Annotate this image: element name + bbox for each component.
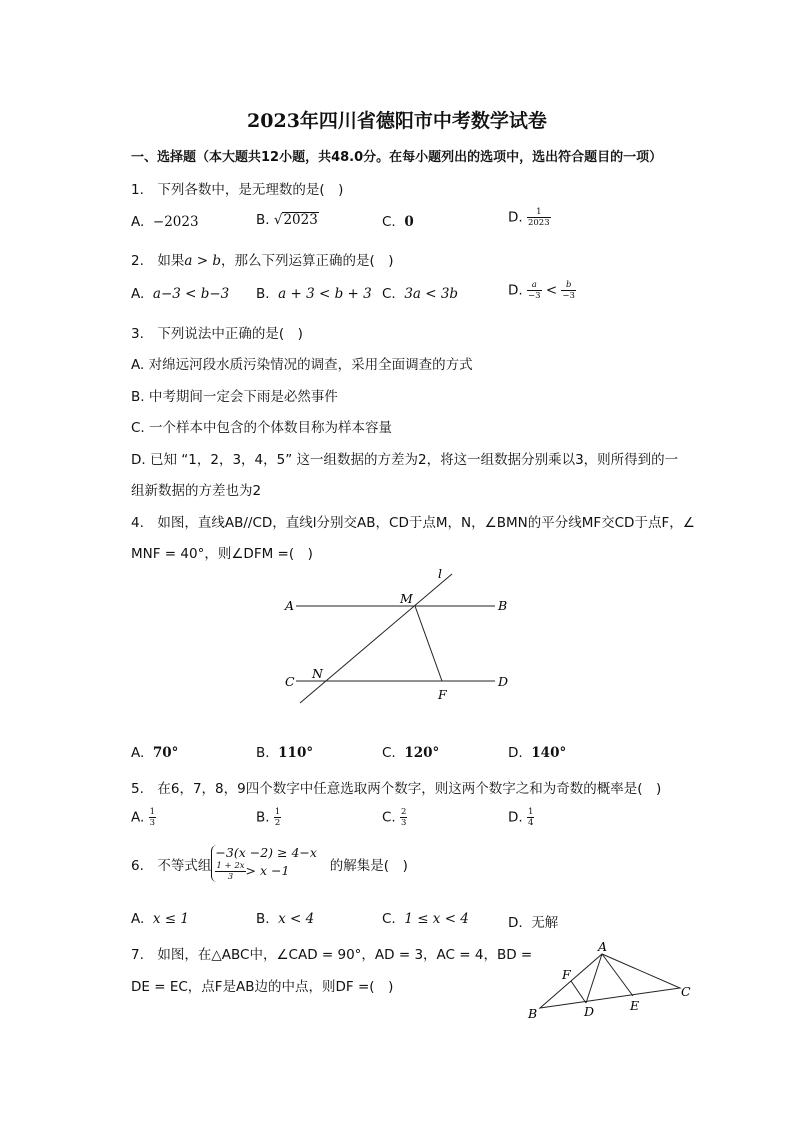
label-f: F [562,967,571,982]
label-b: B [498,598,508,613]
label-c: C [285,674,295,689]
q4-option-a[interactable] [131,745,178,761]
q1-option-c[interactable] [382,214,414,230]
option-label: B. [256,212,270,228]
q4-option-c[interactable] [382,745,439,761]
question-7-stem-continued: DE = EC，点F是AB边的中点，则DF =( ) [131,979,394,995]
option-value: 0 [404,214,414,230]
option-value: 无解 [531,915,559,931]
option-label: A. [131,745,145,761]
q1-option-a[interactable] [131,214,199,230]
fraction: $\frac{1}{3}$ [149,807,156,828]
label-d: D [498,674,509,689]
q6-option-b[interactable] [256,911,314,927]
question-2-stem: 2. 如果a > b，那么下列运算正确的是( ) [131,253,394,269]
exam-title: 2023年四川省德阳市中考数学试卷 [247,110,547,132]
q6-option-d[interactable] [508,911,558,931]
option-label: D. [508,809,523,826]
label-e: E [630,998,640,1013]
q2-option-d[interactable]: D. $\frac{a}{-3}$ < $\frac{b}{-3}$ [508,280,575,301]
q1-option-b[interactable]: B. √2023 [256,212,318,228]
question-3-stem: 3. 下列说法中正确的是( ) [131,326,303,342]
label-d: D [584,1004,595,1019]
label-c: C [681,984,691,999]
q4-figure [280,560,520,710]
q5-option-c[interactable] [382,807,407,828]
q1-option-d[interactable] [508,207,551,228]
label-n: N [312,666,323,681]
q5-option-d[interactable] [508,807,534,828]
q3-option-d[interactable]: D. 已知 “1，2，3，4，5” 这一组数据的方差为2，将这一组数据分别乘以3，则所得到的一 [131,452,679,468]
fraction: $\frac{1}{2}$ [274,807,281,828]
q7-figure [525,940,700,1025]
option-value: 110° [278,745,314,761]
option-label: B. [256,286,270,302]
option-label: C. [382,809,396,826]
question-4-stem-continued: MNF = 40°，则∠DFM =( ) [131,546,313,562]
q3-option-c[interactable]: C. 一个样本中包含的个体数目称为样本容量 [131,420,393,436]
option-label: B. [256,809,270,826]
option-label: B. [256,745,270,761]
option-value: 70° [152,745,179,761]
question-5-stem: 5. 在6，7，8，9四个数字中任意选取两个数字，则这两个数字之和为奇数的概率是( ) [131,781,662,797]
option-label: D. [508,745,523,761]
q3-option-b[interactable]: B. 中考期间一定会下雨是必然事件 [131,389,338,405]
option-value: x < 4 [278,911,315,927]
question-4-stem: 4. 如图，直线AB//CD，直线l分别交AB，CD于点M，N，∠BMN的平分线MF交CD于点F，∠ [131,515,695,531]
triangle-abc [540,954,680,1008]
option-value: 1 ≤ x < 4 [404,911,469,927]
option-label: D. [508,915,523,931]
option-label: D. [508,209,523,226]
sqrt-value: 2023 [283,212,318,228]
label-a: A [598,940,608,954]
question-1-stem: 1. 下列各数中，是无理数的是( ) [131,182,344,198]
fraction: $\frac{1}{4}$ [527,807,534,828]
segment-mf [415,606,442,681]
option-label: A. [131,809,145,826]
segment-df [571,981,586,1003]
option-label: A. [131,911,145,927]
q5-option-a[interactable] [131,807,156,828]
q6-option-c[interactable] [382,911,469,927]
option-label: C. [382,214,396,230]
label-l: l [438,566,442,581]
label-f: F [438,687,447,702]
option-label: D. [508,282,523,299]
option-value: x ≤ 1 [152,911,189,927]
option-value: 3a < 3b [404,286,459,302]
option-label: A. [131,286,145,302]
q2-option-c[interactable] [382,286,458,302]
label-m: M [400,591,413,606]
option-label: C. [382,745,396,761]
option-value: 140° [531,745,567,761]
q6-option-a[interactable] [131,911,189,927]
q4-option-b[interactable] [256,745,313,761]
option-value: a−3 < b−3 [152,286,230,302]
question-7-stem: 7. 如图，在△ABC中，∠CAD = 90°，AD = 3，AC = 4，BD = [131,947,533,963]
question-6-stem: 6. 不等式组 −3(x −2) ≥ 4−x $\frac{1 + 2x}{3}$ > x −1 的解集是( ) [131,845,408,882]
inequality-system: −3(x −2) ≥ 4−x $\frac{1 + 2x}{3}$ > x −1 [211,845,317,882]
q4-option-d[interactable] [508,745,566,761]
q3-option-a[interactable]: A. 对绵远河段水质污染情况的调查，采用全面调查的方式 [131,357,473,373]
fraction: $\frac{1}{2023}$ [527,207,550,228]
fraction: $\frac{a}{-3}$ [527,280,541,301]
q3-option-d-continued: 组新数据的方差也为2 [131,483,262,499]
fraction: $\frac{2}{3}$ [401,807,407,828]
option-label: C. [382,911,396,927]
q2-option-a[interactable] [131,286,229,302]
option-value: 120° [404,745,440,761]
option-value: a + 3 < b + 3 [278,286,372,302]
option-label: B. [256,911,270,927]
line-l [300,574,452,703]
section-heading: 一、选择题（本大题共12小题，共48.0分。在每小题列出的选项中，选出符合题目的一项） [131,150,663,165]
option-value: −2023 [152,214,199,230]
option-label: A. [131,214,145,230]
q2-option-b[interactable] [256,286,372,302]
q5-option-b[interactable] [256,807,281,828]
label-b: B [528,1006,538,1021]
fraction: $\frac{b}{-3}$ [562,280,575,301]
label-a: A [285,598,295,613]
option-label: C. [382,286,396,302]
